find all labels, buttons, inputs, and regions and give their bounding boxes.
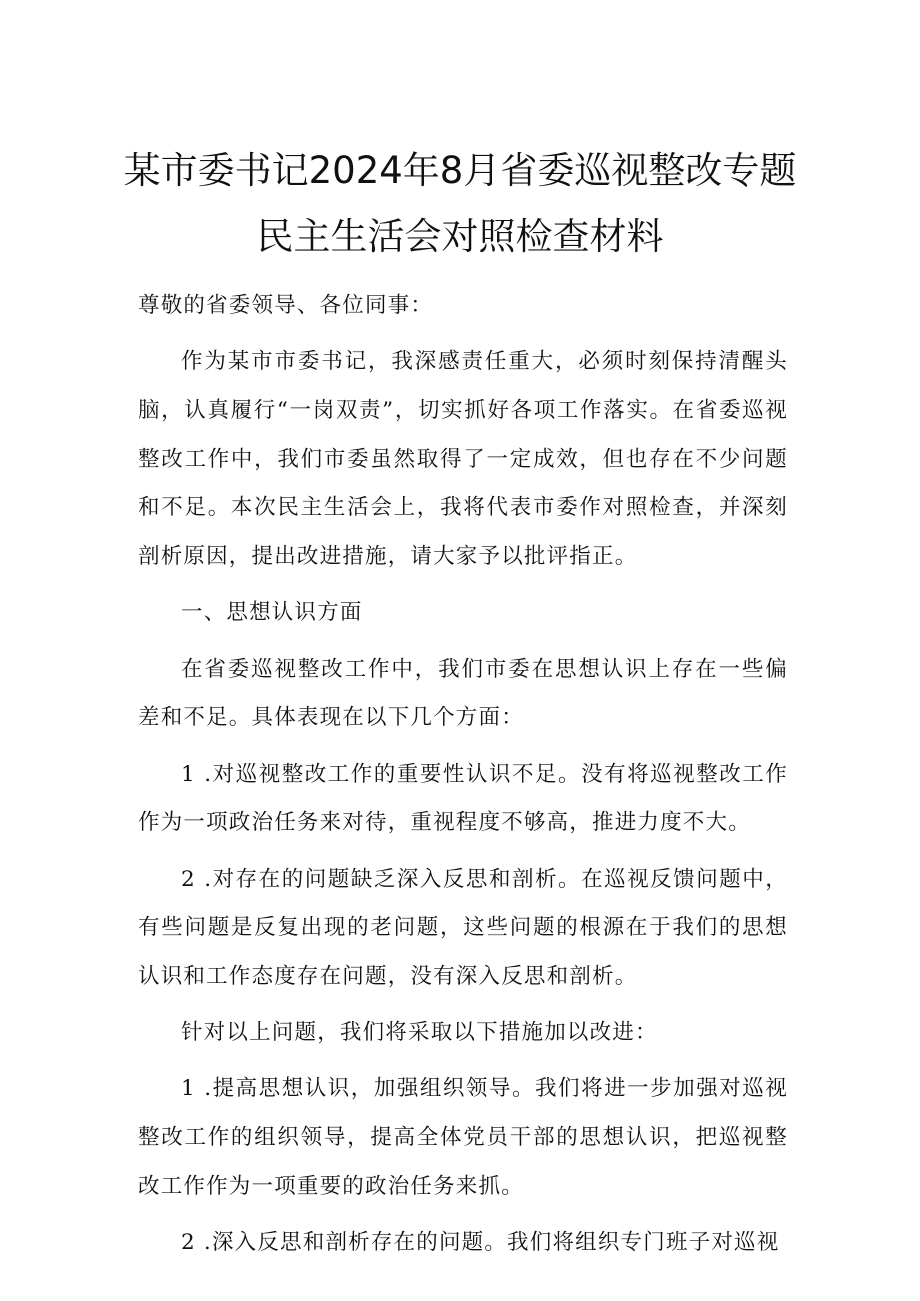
section-1-heading: 一、思想认识方面	[181, 600, 363, 626]
measure-2: 2 .深入反思和剖析存在的问题。我们将组织专门班子对巡视	[181, 1230, 780, 1256]
measures-intro: 针对以上问题，我们将采取以下措施加以改进：	[181, 1020, 658, 1046]
issue-1: 1 .对巡视整改工作的重要性认识不足。没有将巡视整改工作作为一项政治任务来对待，重视程度不够高，推进力度不大。	[138, 761, 788, 836]
issue-2: 2 .对存在的问题缺乏深入反思和剖析。在巡视反馈问题中，有些问题是反复出现的老问题，这些问题的根源在于我们的思想认识和工作态度存在问题，没有深入反思和剖析。	[138, 866, 788, 989]
document-title-line-1: 某市委书记2024年8月省委巡视整改专题	[123, 149, 797, 192]
document-body	[138, 282, 788, 1268]
intro-paragraph: 作为某市市委书记，我深感责任重大，必须时刻保持清醒头脑，认真履行“一岗双责”，切实抓好各项工作落实。在省委巡视整改工作中，我们市委虽然取得了一定成效，但也存在不少问题和不足。本次民主生活会上，我将代表市委作对照检查，并深刻剖析原因，提出改进措施，请大家予以批评指正。	[138, 349, 788, 569]
salutation: 尊敬的省委领导、各位同事：	[138, 293, 434, 318]
measure-1: 1 .提高思想认识，加强组织领导。我们将进一步加强对巡视整改工作的组织领导，提高全体党员干部的思想认识，把巡视整改工作作为一项重要的政治任务来抓。	[138, 1076, 788, 1199]
document-title-line-2: 民主生活会对照检查材料	[256, 215, 664, 258]
section-1-intro: 在省委巡视整改工作中，我们市委在思想认识上存在一些偏差和不足。具体表现在以下几个方面：	[138, 656, 788, 731]
